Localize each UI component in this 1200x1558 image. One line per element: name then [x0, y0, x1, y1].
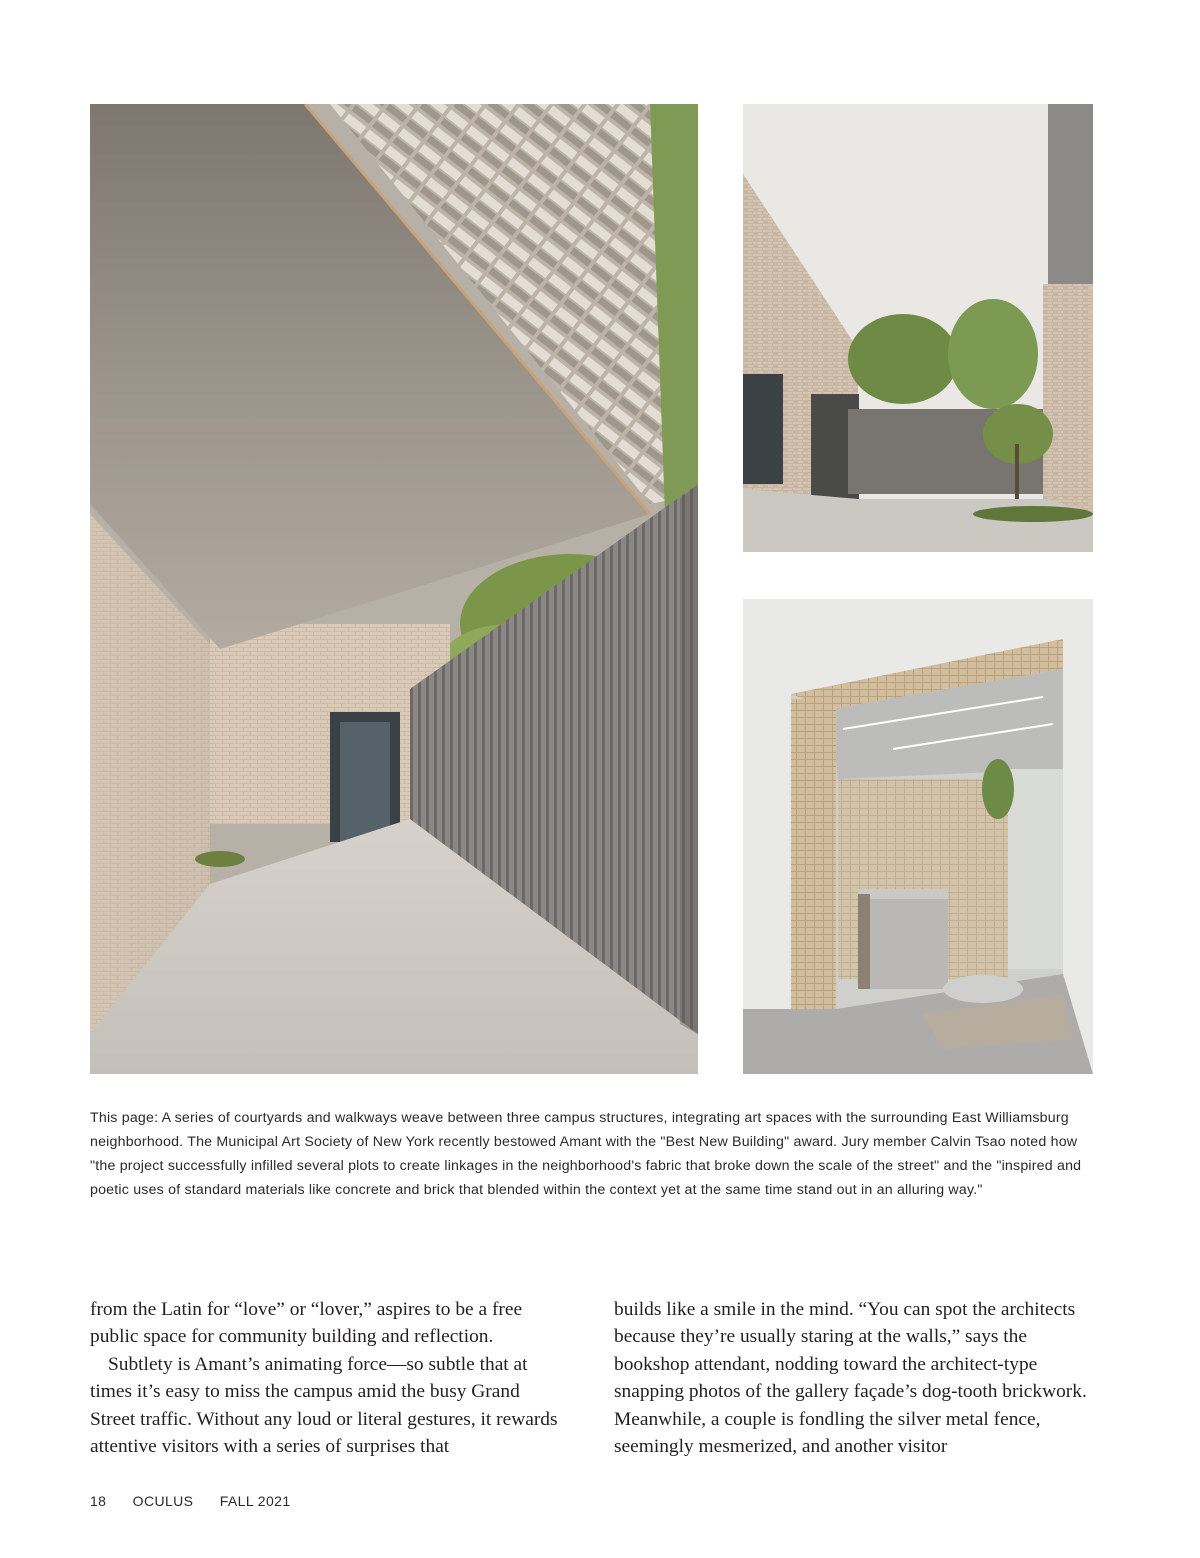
issue-date: FALL 2021: [219, 1493, 291, 1509]
page-number: 18: [90, 1493, 107, 1509]
body-paragraph: Subtlety is Amant’s animating force—so subtle that at times it’s easy to miss the campus amid the busy Grand Street traffic. Without any loud or literal gestures, it rewards attentive visitors with a series of surprises that: [90, 1353, 558, 1458]
body-column-right: [614, 1296, 1092, 1460]
body-paragraph: from the Latin for “love” or “lover,” aspires to be a free public space for community building and reflection.: [90, 1299, 523, 1348]
lobby-photo: [743, 599, 1093, 1074]
walkway-photo: [90, 104, 698, 1074]
publication-name: OCULUS: [132, 1493, 194, 1509]
courtyard-photo: [743, 104, 1093, 552]
body-column-left: [90, 1296, 560, 1460]
photo-caption: This page: A series of courtyards and walkways weave between three campus structures, integrating art spaces with the surrounding East Williamsburg neighborhood. The Municipal Art Society of New York recently bestowed Amant with the "Best New Building" award. Jury member Calvin Tsao noted how "the project successfully infilled several plots to create linkages in the neighborhood's fabric that broke down the scale of the street" and the "inspired and poetic uses of standard materials like concrete and brick that blended within the context yet at the same time stand out in an alluring way.": [90, 1110, 1082, 1198]
body-paragraph: builds like a smile in the mind. “You can spot the architects because they’re usually staring at the walls,” says the bookshop attendant, nodding toward the architect-type snapping photos of the gallery façade’s dog-tooth brickwork. Meanwhile, a couple is fondling the silver metal fence, seemingly mesmerized, and another visitor: [614, 1299, 1087, 1458]
page-footer: [90, 1493, 313, 1509]
